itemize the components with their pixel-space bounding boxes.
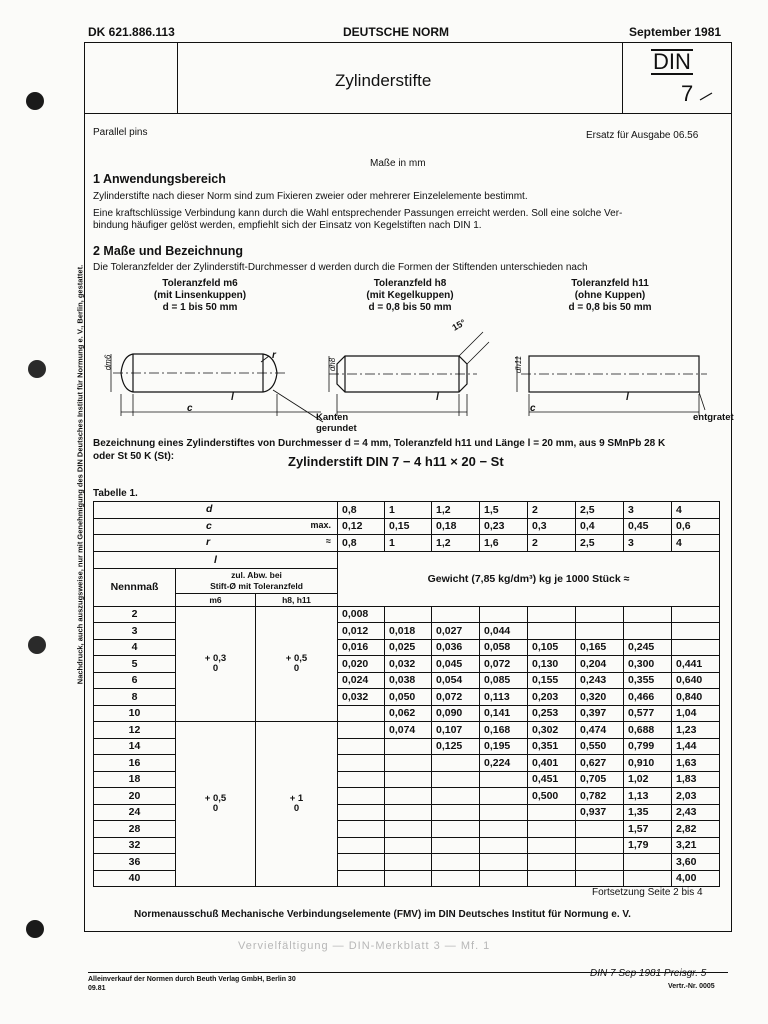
weight-cell [528,821,576,838]
section-2-heading: 2 Maße und Bezeichnung [93,244,244,258]
footer-left: Alleinverkauf der Normen durch Beuth Verlag GmbH, Berlin 30 09.81 [88,976,296,992]
weight-cell: 1,23 [672,722,720,739]
weight-cell [528,870,576,887]
weight-cell: 2,43 [672,804,720,821]
weight-cell: 0,090 [432,705,480,722]
weight-cell: 0,243 [576,672,624,689]
din-label: DIN [653,49,691,74]
tolerance-cell [176,722,256,887]
table-cell: 1 [385,502,432,519]
length-cell: 3 [94,623,176,640]
weight-cell: 0,577 [624,705,672,722]
weight-cell: 0,640 [672,672,720,689]
weight-cell: 2,82 [672,821,720,838]
m6-header: m6 [176,593,256,606]
punch-hole [28,636,46,654]
weight-cell: 0,705 [576,771,624,788]
weight-cell: 0,008 [338,606,385,623]
weight-cell: 1,57 [624,821,672,838]
row-label [94,502,338,519]
weight-cell: 0,799 [624,738,672,755]
tolerance-cell [256,722,338,887]
row-note: max. [310,519,331,530]
weight-cell [338,771,385,788]
weight-cell: 0,203 [528,689,576,706]
table-cell: 1 [385,535,432,552]
table-cell: 0,12 [338,518,385,535]
weight-cell: 0,466 [624,689,672,706]
pin-drawings [93,312,723,436]
designation-text: Bezeichnung eines Zylinderstiftes von Durchmesser d = 4 mm, Toleranzfeld h11 und Länge l = 20 mm, aus 9 SMnPb 28 K [93,438,666,449]
weight-cell [432,854,480,871]
table-cell: 3 [624,502,672,519]
length-cell: 12 [94,722,176,739]
english-title: Parallel pins [93,127,148,138]
weight-cell [480,788,528,805]
row-label [94,518,338,535]
weight-cell [480,771,528,788]
weight-cell [338,788,385,805]
weight-cell: 0,401 [528,755,576,772]
weight-cell [576,606,624,623]
weight-cell [385,870,432,887]
h8h11-header: h8, h11 [256,593,338,606]
table-caption: Tabelle 1. [93,488,138,499]
length-cell: 16 [94,755,176,772]
weight-cell [432,821,480,838]
table-cell: 0,23 [480,518,528,535]
table-cell: 0,6 [672,518,720,535]
table-row [94,551,720,568]
weight-cell: 0,085 [480,672,528,689]
continued-note: Fortsetzung Seite 2 bis 4 [592,887,703,898]
page-title: Zylinderstifte [335,71,432,90]
table-cell: 4 [672,502,720,519]
length-cell: 14 [94,738,176,755]
weight-cell [528,837,576,854]
weight-cell: 0,105 [528,639,576,656]
length-cell: 4 [94,639,176,656]
dk-number: DK 621.886.113 [88,25,175,39]
weight-cell: 1,44 [672,738,720,755]
weight-cell [338,854,385,871]
table-cell: 2,5 [576,502,624,519]
nominal-header: Nennmaß [94,568,176,606]
issue-date: September 1981 [629,25,722,39]
check-mark-icon [699,91,713,101]
section-1-heading: 1 Anwendungsbereich [93,172,226,186]
weight-cell: 1,63 [672,755,720,772]
length-cell: 6 [94,672,176,689]
weight-cell [338,870,385,887]
weight-cell [432,804,480,821]
tolerance-upper: + 0,5 [204,793,227,804]
length-cell: 24 [94,804,176,821]
dim-d-m6: dm6 [103,354,113,371]
table-cell: 1,6 [480,535,528,552]
weight-cell: 0,016 [338,639,385,656]
length-cell: 5 [94,656,176,673]
weight-cell: 0,300 [624,656,672,673]
dim-l: l [231,392,234,403]
tolerance-lower: 0 [212,803,219,814]
weight-cell: 0,113 [480,689,528,706]
weight-cell: 0,107 [432,722,480,739]
section-1-text: bindung häufiger gelöst werden, empfiehlt sich der Einsatz von Kegelstiften nach DIN 1. [93,220,482,231]
table-cell: 1,2 [432,535,480,552]
edge-note: Kanten gerundet [316,412,357,434]
weight-cell [480,821,528,838]
weight-cell [480,870,528,887]
title-row [85,43,731,114]
weight-cell: 0,045 [432,656,480,673]
weight-cell [385,837,432,854]
table-cell: 0,4 [576,518,624,535]
units-note: Maße in mm [370,158,426,169]
weight-cell: 0,224 [480,755,528,772]
row-label [94,535,338,552]
weight-cell [432,870,480,887]
weight-cell [528,623,576,640]
weight-cell: 0,036 [432,639,480,656]
pin-h8-label: Toleranzfeld h8 (mit Kegelkuppen) d = 0,8 bis 50 mm [366,278,454,313]
weight-cell: 0,451 [528,771,576,788]
dim-r: r [272,350,276,361]
table-cell: 0,45 [624,518,672,535]
weight-cell: 0,245 [624,639,672,656]
weight-cell: 1,35 [624,804,672,821]
din-number: 7 [681,81,694,106]
length-cell: 32 [94,837,176,854]
table-cell: 2,5 [576,535,624,552]
section-1-text: Eine kraftschlüssige Verbindung kann durch die Wahl entsprechender Passungen erreicht werden. Soll eine solche Ver- [93,208,623,219]
weight-cell [385,771,432,788]
weight-cell [385,606,432,623]
weight-cell: 0,500 [528,788,576,805]
footer-right: DIN 7 Sep 1981 Preisgr. 5 [590,968,707,979]
weight-cell [338,821,385,838]
section-1-text: Zylinderstifte nach dieser Norm sind zum Fixieren zweier oder mehrerer Einzelelemente bestimmt. [93,191,528,202]
weight-cell: 0,032 [338,689,385,706]
weight-cell: 0,302 [528,722,576,739]
weight-cell: 0,937 [576,804,624,821]
weight-cell: 0,072 [480,656,528,673]
weight-cell [576,870,624,887]
footer-vertr: Vertr.-Nr. 0005 [668,983,715,990]
weight-cell: 0,474 [576,722,624,739]
length-cell: 20 [94,788,176,805]
weight-cell: 3,60 [672,854,720,871]
weight-cell [624,623,672,640]
tolerance-header-line: Stift-Ø mit Toleranzfeld [210,580,303,591]
weight-cell [385,788,432,805]
weight-cell: 0,074 [385,722,432,739]
length-cell: 8 [94,689,176,706]
l-label: l [94,551,338,568]
weight-cell: 0,125 [432,738,480,755]
length-cell: 36 [94,854,176,871]
row-note: ≈ [326,536,331,546]
dim-c: c [530,403,536,414]
weight-cell [432,606,480,623]
weight-cell: 0,397 [576,705,624,722]
weight-cell: 1,02 [624,771,672,788]
weight-cell: 0,020 [338,656,385,673]
weight-cell [338,722,385,739]
weight-cell: 0,253 [528,705,576,722]
table-cell: 2 [528,502,576,519]
weight-cell: 0,204 [576,656,624,673]
dim-l: l [626,392,629,403]
weight-cell: 0,688 [624,722,672,739]
tolerance-cell [176,606,256,722]
committee-note: Normenausschuß Mechanische Verbindungselemente (FMV) im DIN Deutsches Institut für Normung e. V. [134,909,631,920]
dim-d-h11: dh11 [514,355,524,374]
weight-cell: 0,025 [385,639,432,656]
weight-cell [480,837,528,854]
weight-cell: 0,195 [480,738,528,755]
weight-cell: 0,441 [672,656,720,673]
weight-cell: 0,018 [385,623,432,640]
table-cell: 0,18 [432,518,480,535]
deburred-note: entgratet [693,412,734,423]
table-cell: 1,5 [480,502,528,519]
weight-cell: 0,627 [576,755,624,772]
table-row [94,606,720,623]
angle-label: 15° [450,317,468,333]
length-cell: 28 [94,821,176,838]
weight-cell [624,854,672,871]
dim-l: l [436,392,439,403]
tolerance-lower: 0 [293,662,300,674]
weight-cell [480,804,528,821]
weight-cell [624,606,672,623]
weight-header: Gewicht (7,85 kg/dm³) kg je 1000 Stück ≈ [338,551,720,606]
faint-stamp: Vervielfältigung — DIN-Merkblatt 3 — Mf. 1 [238,940,491,952]
table-row [94,502,720,519]
length-cell: 2 [94,606,176,623]
weight-cell: 1,13 [624,788,672,805]
table-row [94,535,720,552]
weight-cell: 0,072 [432,689,480,706]
weight-cell: 0,141 [480,705,528,722]
tolerance-upper: + 1 [289,793,304,804]
weight-cell: 0,027 [432,623,480,640]
weight-cell: 0,910 [624,755,672,772]
weight-cell: 0,058 [480,639,528,656]
row-symbol: c [206,519,212,532]
tolerance-lower: 0 [212,662,219,674]
weight-cell [480,854,528,871]
weight-cell [576,623,624,640]
tolerance-upper: + 0,5 [285,652,308,664]
weight-cell [385,854,432,871]
weight-cell: 0,355 [624,672,672,689]
weight-cell [480,606,528,623]
weight-cell [672,606,720,623]
table-cell: 3 [624,535,672,552]
weight-cell: 4,00 [672,870,720,887]
weight-cell: 1,04 [672,705,720,722]
weight-cell [338,705,385,722]
weight-cell: 0,840 [672,689,720,706]
table-cell: 0,15 [385,518,432,535]
weight-cell: 1,83 [672,771,720,788]
weight-cell [432,837,480,854]
weight-cell [432,771,480,788]
weight-cell [672,623,720,640]
weight-cell [338,804,385,821]
weight-cell [528,854,576,871]
section-2-text: Die Toleranzfelder der Zylinderstift-Durchmesser d werden durch die Formen der Stiftenden unterschieden nach [93,262,588,273]
table-row [94,722,720,739]
punch-hole [26,92,44,110]
weight-cell: 0,550 [576,738,624,755]
weight-cell: 0,024 [338,672,385,689]
weight-cell [338,837,385,854]
weight-cell [576,821,624,838]
weight-cell [385,755,432,772]
pin-h11-label: Toleranzfeld h11 (ohne Kuppen) d = 0,8 bis 50 mm [568,278,652,313]
table-cell: 4 [672,535,720,552]
table-cell: 1,2 [432,502,480,519]
length-cell: 40 [94,870,176,887]
weight-cell [432,788,480,805]
table-cell: 0,3 [528,518,576,535]
weight-cell: 0,782 [576,788,624,805]
table-cell: 0,8 [338,535,385,552]
punch-hole [28,360,46,378]
weight-cell [432,755,480,772]
weight-cell [576,837,624,854]
weight-cell: 1,79 [624,837,672,854]
weight-cell: 0,012 [338,623,385,640]
table-row [94,518,720,535]
weight-cell: 3,21 [672,837,720,854]
designation-text: oder St 50 K (St): [93,451,175,462]
weight-cell [385,738,432,755]
pin-m6-label: Toleranzfeld m6 (mit Linsenkuppen) d = 1 bis 50 mm [153,278,247,313]
length-cell: 10 [94,705,176,722]
weight-cell: 2,03 [672,788,720,805]
weight-cell: 0,038 [385,672,432,689]
weight-cell: 0,155 [528,672,576,689]
weight-cell: 0,165 [576,639,624,656]
tolerance-cell [256,606,338,722]
weight-cell: 0,130 [528,656,576,673]
weight-cell [576,854,624,871]
tolerance-lower: 0 [293,803,300,814]
weight-cell [385,804,432,821]
tolerance-header [176,568,338,593]
tolerance-header-line: zul. Abw. bei [231,569,282,580]
weight-cell: 0,044 [480,623,528,640]
din-box [622,43,731,113]
designation-example: Zylinderstift DIN 7 − 4 h11 × 20 − St [288,454,504,469]
weight-cell [528,606,576,623]
side-note: Nachdruck, auch auszugsweise, nur mit Genehmigung des DIN Deutsches Institut für Normung e. V., Berlin, gestattet. [75,264,85,685]
weight-cell [672,639,720,656]
weight-cell: 0,050 [385,689,432,706]
dimensions-table [93,501,720,887]
weight-cell: 0,032 [385,656,432,673]
weight-cell: 0,320 [576,689,624,706]
weight-cell: 0,054 [432,672,480,689]
weight-cell [338,738,385,755]
dim-d-h8: dh8 [328,357,338,372]
replaces-note: Ersatz für Ausgabe 06.56 [586,130,699,141]
table-cell: 2 [528,535,576,552]
weight-cell: 0,351 [528,738,576,755]
row-symbol: d [206,503,213,515]
length-cell: 18 [94,771,176,788]
weight-cell [528,804,576,821]
row-symbol: r [206,536,211,548]
weight-cell: 0,168 [480,722,528,739]
weight-cell [624,870,672,887]
weight-cell [385,821,432,838]
tolerance-upper: + 0,3 [204,652,227,664]
weight-cell: 0,062 [385,705,432,722]
weight-cell [338,755,385,772]
dim-c: c [187,403,193,414]
table-cell: 0,8 [338,502,385,519]
punch-hole [26,920,44,938]
norm-label: DEUTSCHE NORM [343,25,450,39]
